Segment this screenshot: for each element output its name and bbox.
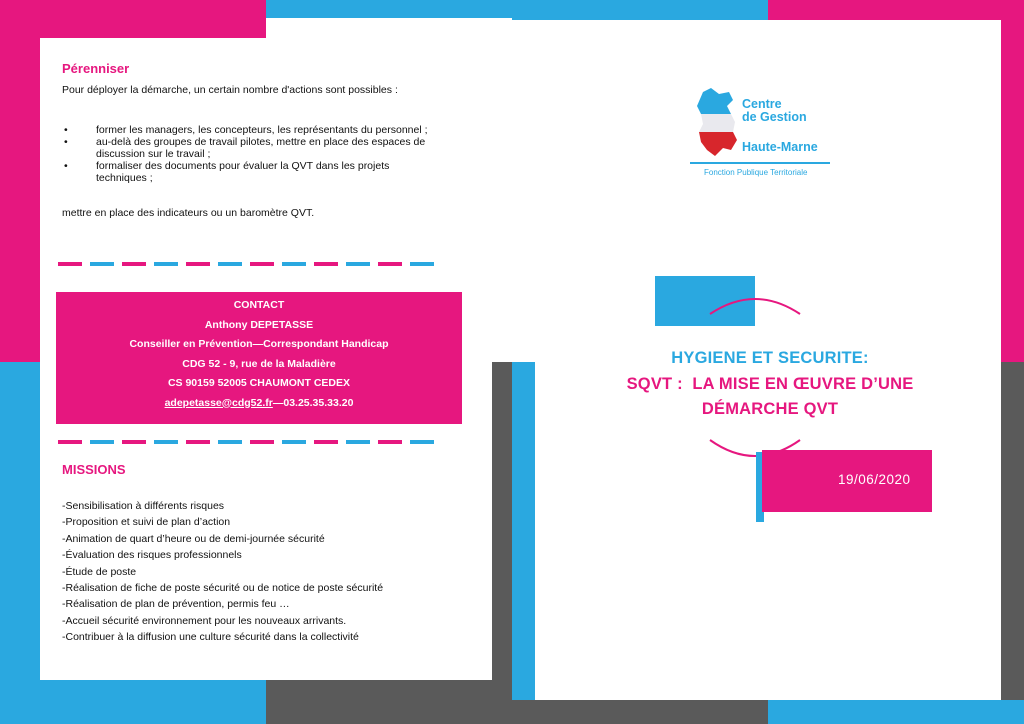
contact-role: Conseiller en Prévention—Correspondant Handicap xyxy=(129,338,389,350)
dash-segment xyxy=(154,262,178,266)
dash-separator xyxy=(58,440,434,444)
dash-segment xyxy=(90,440,114,444)
contact-email-phone xyxy=(56,394,462,414)
dash-segment xyxy=(378,262,402,266)
logo-divider xyxy=(690,162,830,164)
contact-heading: CONTACT xyxy=(233,299,285,311)
logo-text-centre: Centre xyxy=(742,97,782,111)
list-item: -Réalisation de fiche de poste sécurité ou de notice de poste sécurité xyxy=(62,582,384,595)
contact-name: Anthony DEPETASSE xyxy=(204,318,314,331)
bg-gray-bottom-mid xyxy=(266,690,512,724)
dash-segment xyxy=(378,440,402,444)
bullet-item: • au-delà des groupes de travail pilotes, mettre en place des espaces de discussion sur le travail ; xyxy=(60,136,436,160)
list-item: -Étude de poste xyxy=(62,565,137,578)
dash-segment xyxy=(90,262,114,266)
bg-gray-bottom-right xyxy=(512,700,768,724)
list-item: -Évaluation des risques professionnels xyxy=(62,549,242,562)
dash-segment xyxy=(410,262,434,266)
dash-segment xyxy=(186,262,210,266)
contact-box xyxy=(56,292,462,424)
perenniser-bullets xyxy=(60,124,436,184)
contact-phone: —03.25.35.33.20 xyxy=(272,396,354,409)
missions-list xyxy=(62,498,383,646)
dash-segment xyxy=(314,262,338,266)
list-item: -Accueil sécurité environnement pour les nouveaux arrivants. xyxy=(62,614,347,627)
logo-tagline: Fonction Publique Territoriale xyxy=(704,168,808,177)
list-item: -Réalisation de plan de prévention, permis feu … xyxy=(62,598,290,611)
dash-segment xyxy=(346,440,370,444)
perenniser-closing: mettre en place des indicateurs ou un baromètre QVT. xyxy=(62,207,315,219)
bullet-item: • former les managers, les concepteurs, les représentants du personnel ; xyxy=(60,124,436,136)
haute-marne-map-logo-icon xyxy=(693,88,743,162)
title-mise-en-oeuvre: LA MISE EN ŒUVRE D’UNE xyxy=(692,375,914,393)
dash-segment xyxy=(122,440,146,444)
dash-separator xyxy=(58,262,434,266)
dash-segment xyxy=(218,262,242,266)
dash-segment xyxy=(314,440,338,444)
logo-text-de-gestion: de Gestion xyxy=(742,110,807,124)
bullet-item: • formaliser des documents pour évaluer la QVT dans les projets techniques ; xyxy=(60,160,436,184)
dash-segment xyxy=(186,440,210,444)
dash-segment xyxy=(250,440,274,444)
title-line-2 xyxy=(600,375,940,394)
dash-segment xyxy=(122,262,146,266)
list-item: -Sensibilisation à différents risques xyxy=(62,500,225,512)
list-item: -Animation de quart d’heure ou de demi-journée sécurité xyxy=(62,532,325,545)
perenniser-intro: Pour déployer la démarche, un certain nombre d'actions sont possibles : xyxy=(62,84,398,96)
dash-segment xyxy=(282,262,306,266)
contact-email-link[interactable]: adepetasse@cdg52.fr xyxy=(164,396,273,409)
bg-blue-top-right xyxy=(512,0,768,20)
list-item: -Contribuer à la diffusion une culture sécurité dans la collectivité xyxy=(62,631,359,644)
contact-address-line1: CDG 52 - 9, rue de la Maladière xyxy=(182,357,336,370)
date-text: 19/06/2020 xyxy=(838,472,911,487)
missions-heading: MISSIONS xyxy=(62,462,126,477)
dash-segment xyxy=(410,440,434,444)
title-line-1: HYGIENE ET SECURITE: xyxy=(671,349,869,367)
dash-segment xyxy=(346,262,370,266)
dash-segment xyxy=(218,440,242,444)
dash-segment xyxy=(154,440,178,444)
dash-segment xyxy=(250,262,274,266)
list-item: -Proposition et suivi de plan d’action xyxy=(62,516,231,529)
dash-segment xyxy=(58,262,82,266)
title-sqvt: SQVT : xyxy=(626,375,683,393)
dash-segment xyxy=(282,440,306,444)
bg-blue-top-mid xyxy=(266,0,512,18)
bg-blue-bottom-right xyxy=(512,362,535,724)
contact-address-line2: CS 90159 52005 CHAUMONT CEDEX xyxy=(167,377,351,389)
dash-segment xyxy=(58,440,82,444)
logo-text-haute-marne: Haute-Marne xyxy=(742,140,818,154)
bg-gray-right-strip xyxy=(1001,362,1024,724)
title-line-3: DÉMARCHE QVT xyxy=(701,400,839,418)
perenniser-heading: Pérenniser xyxy=(62,61,130,76)
